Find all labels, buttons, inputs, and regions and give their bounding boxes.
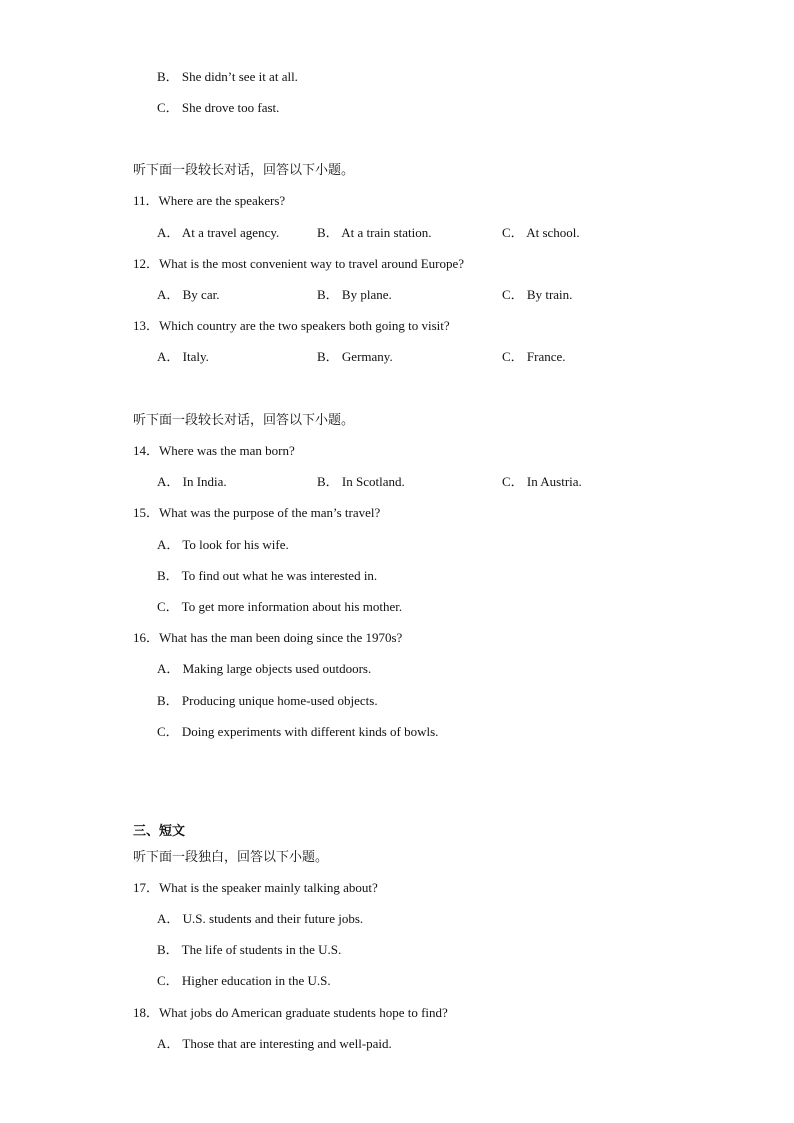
q14-option-b: B． In Scotland. <box>317 474 405 489</box>
section-three-instruction: 听下面一段独白，回答以下小题。 <box>133 849 329 864</box>
q12-stem: 12．What is the most convenient way to travel around Europe? <box>133 256 465 271</box>
q15-option-b: B． To find out what he was interested in. <box>157 568 378 583</box>
dialog-2-instruction: 听下面一段较长对话，回答以下小题。 <box>133 162 355 177</box>
q13-stem: 13．Which country are the two speakers both going to visit? <box>133 318 450 333</box>
q12-option-a: A． By car. <box>157 287 220 302</box>
q10-option-c: C． She drove too fast. <box>157 100 280 115</box>
q17-option-c: C． Higher education in the U.S. <box>157 973 331 988</box>
q17-stem: 17．What is the speaker mainly talking about? <box>133 880 378 895</box>
q13-option-b: B． Germany. <box>317 349 393 364</box>
q13-option-c: C． France. <box>502 349 566 364</box>
section-three-heading: 三、短文 <box>133 823 186 838</box>
q13-option-a: A． Italy. <box>157 349 209 364</box>
q15-stem: 15．What was the purpose of the man’s travel? <box>133 505 381 520</box>
q14-option-a: A． In India. <box>157 474 227 489</box>
q16-option-a: A． Making large objects used outdoors. <box>157 661 372 676</box>
q16-stem: 16．What has the man been doing since the 1970s? <box>133 630 403 645</box>
q15-option-c: C． To get more information about his mother. <box>157 599 403 614</box>
dialog-3-instruction: 听下面一段较长对话，回答以下小题。 <box>133 412 355 427</box>
q11-option-b: B． At a train station. <box>317 225 432 240</box>
q16-option-c: C． Doing experiments with different kinds of bowls. <box>157 724 439 739</box>
q15-option-a: A． To look for his wife. <box>157 537 289 552</box>
q16-option-b: B． Producing unique home-used objects. <box>157 693 378 708</box>
q17-option-b: B． The life of students in the U.S. <box>157 942 342 957</box>
q14-stem: 14．Where was the man born? <box>133 443 295 458</box>
q18-stem: 18．What jobs do American graduate students hope to find? <box>133 1005 448 1020</box>
q11-option-a: A． At a travel agency. <box>157 225 280 240</box>
q12-option-b: B． By plane. <box>317 287 392 302</box>
q18-option-a: A． Those that are interesting and well-paid. <box>157 1036 392 1051</box>
q17-option-a: A． U.S. students and their future jobs. <box>157 911 364 926</box>
q11-stem: 11．Where are the speakers? <box>133 193 286 208</box>
q14-option-c: C． In Austria. <box>502 474 582 489</box>
q11-option-c: C． At school. <box>502 225 580 240</box>
q10-option-b: B． She didn’t see it at all. <box>157 69 298 84</box>
q12-option-c: C． By train. <box>502 287 573 302</box>
